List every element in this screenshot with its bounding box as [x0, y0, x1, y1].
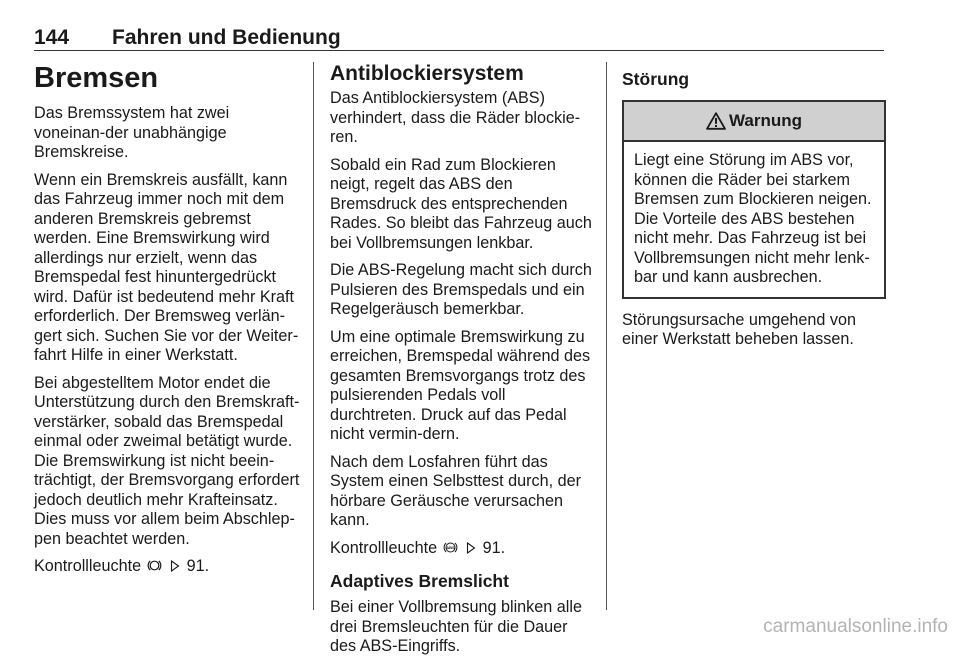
heading-antiblockiersystem: Antiblockiersystem	[330, 62, 524, 85]
paragraph: Nach dem Losfahren führt das System einen Selbsttest durch, der hörbare Geräusche verursachen kann.	[330, 452, 582, 529]
page-number: 144	[34, 26, 70, 49]
brake-warning-icon	[147, 558, 162, 573]
column-stoerung	[622, 62, 886, 358]
lamp-reference	[330, 539, 594, 559]
heading-bremsen: Bremsen	[34, 62, 159, 94]
paragraph: Störungsursache umgehend von einer Werkstatt beheben lassen.	[622, 310, 856, 348]
lamp-page-ref: 91.	[186, 557, 210, 575]
warning-header	[624, 102, 884, 142]
column-divider	[606, 62, 607, 610]
warning-text: Liegt eine Störung im ABS vor, können die Räder bei starkem Bremsen zum Blockieren neigen. Die Vorteile des ABS bestehen nicht mehr. Das Fahrzeug ist bei Vollbremsungen nicht mehr lenk-bar und kann ausbrechen.	[634, 151, 872, 286]
abs-icon-text: ABS	[445, 544, 455, 550]
watermark: carmanualsonline.info	[763, 616, 948, 637]
page-reference-icon	[170, 560, 180, 572]
warning-triangle-icon	[706, 112, 726, 130]
paragraph: Wenn ein Bremskreis ausfällt, kann das Fahrzeug immer noch mit dem anderen Bremskreis gebremst werden. Eine Bremswirkung wird allerdings nur erzielt, wenn das Bremspedal fest hinuntergedrückt wird. Dafür ist bedeutend mehr Kraft erforderlich. Der Bremsweg verlän-gert sich. Suchen Sie vor der Weiter-fahrt Hilfe in einer Werkstatt.	[34, 170, 299, 364]
page-header	[34, 24, 884, 51]
lamp-reference	[34, 557, 302, 577]
heading-stoerung: Störung	[622, 69, 690, 89]
paragraph: Um eine optimale Bremswirkung zu erreichen, Bremspedal während des gesamten Bremsvorgangs trotz des pulsierenden Pedals voll durchtreten. Druck auf das Pedal nicht vermin-dern.	[330, 327, 591, 443]
page-reference-icon	[466, 542, 476, 554]
paragraph: Das Bremssystem hat zwei voneinan-der unabhängige Bremskreise.	[34, 104, 230, 161]
paragraph: Bei abgestelltem Motor endet die Unterstützung durch den Bremskraft-verstärker, sobald das Bremspedal einmal oder zweimal betätigt wurde. Die Bremswirkung ist nicht beein-trächtigt, der Bremsvorgang erfordert jedoch deutlich mehr Krafteinsatz. Dies muss vor allem beim Abschlep-pen beachtet werden.	[34, 373, 300, 548]
section-title: Fahren und Bedienung	[112, 26, 341, 49]
paragraph: Die ABS-Regelung macht sich durch Pulsieren des Bremspedals und ein Regelgeräusch bemerkbar.	[330, 261, 592, 318]
warning-box	[622, 100, 886, 299]
abs-icon	[443, 540, 458, 555]
paragraph: Bei einer Vollbremsung blinken alle drei Bremsleuchten für die Dauer des ABS-Eingriffs.	[330, 598, 582, 655]
warning-title: Warnung	[728, 111, 803, 131]
column-brakes	[34, 62, 302, 585]
column-abs	[330, 62, 594, 665]
paragraph: Das Antiblockiersystem (ABS) verhindert, dass die Räder blockie-ren.	[330, 89, 581, 146]
lamp-label: Kontrollleuchte	[330, 538, 438, 557]
paragraph: Sobald ein Rad zum Blockieren neigt, regelt das ABS den Bremsdruck des entsprechenden Rades. So bleibt das Fahrzeug auch bei Vollbremsungen lenkbar.	[330, 155, 592, 252]
lamp-label: Kontrollleuchte	[34, 557, 142, 575]
heading-adaptives-bremslicht: Adaptives Bremslicht	[330, 571, 509, 591]
lamp-page-ref: 91.	[482, 538, 506, 557]
column-divider	[313, 62, 314, 610]
